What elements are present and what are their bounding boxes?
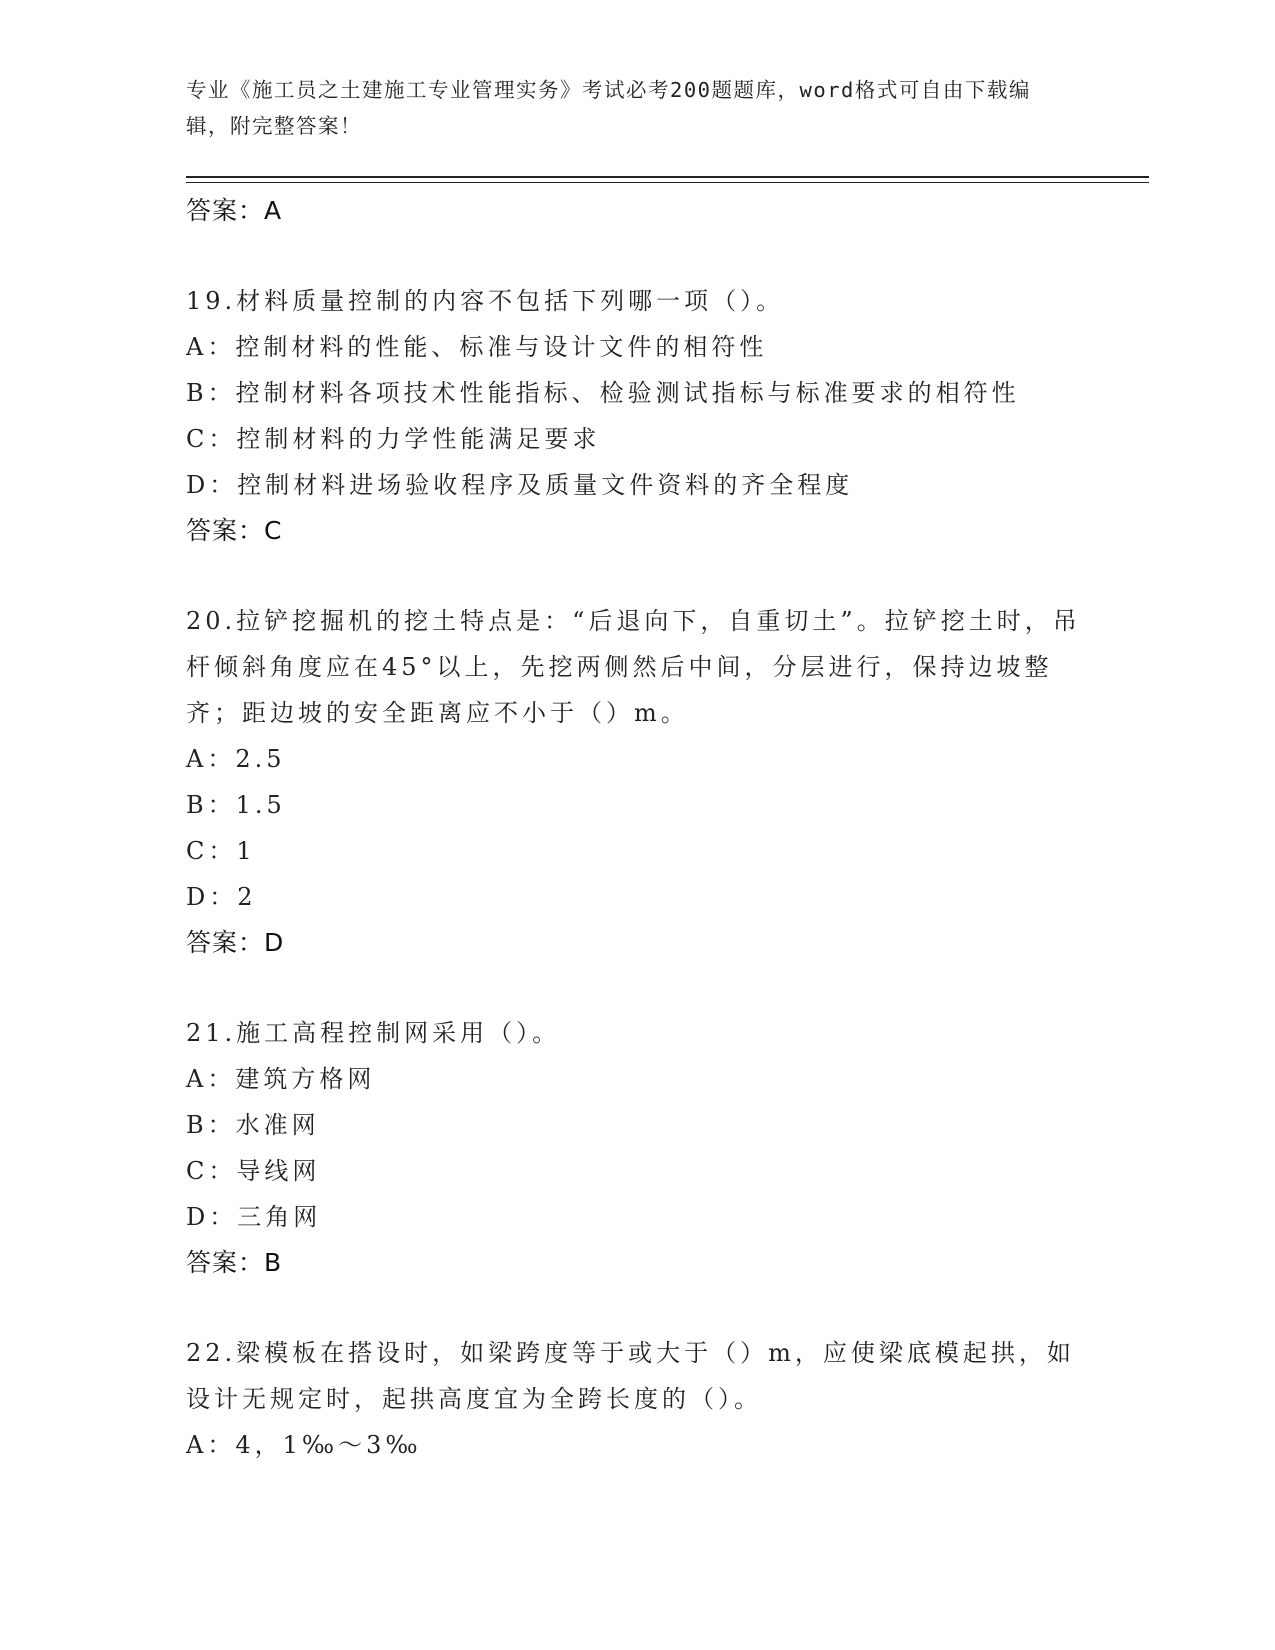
question-19-option-c: C：控制材料的力学性能满足要求 xyxy=(186,425,601,453)
question-21-option-a: A：建筑方格网 xyxy=(186,1065,376,1093)
question-20-option-a: A：2.5 xyxy=(186,745,286,773)
spacer xyxy=(186,234,1086,278)
question-21-option-d: D：三角网 xyxy=(186,1203,322,1231)
question-19-option-d: D：控制材料进场验收程序及质量文件资料的齐全程度 xyxy=(186,471,854,499)
answer-19: 答案：C xyxy=(186,516,283,545)
question-block-21 xyxy=(186,1010,1086,1286)
question-block-19 xyxy=(186,278,1086,554)
question-21-text: 21.施工高程控制网采用（）。 xyxy=(186,1019,561,1047)
document-body xyxy=(186,188,1086,1468)
spacer xyxy=(186,1286,1086,1330)
question-21-option-b: B：水准网 xyxy=(186,1111,320,1139)
question-19-text: 19.材料质量控制的内容不包括下列哪一项（）。 xyxy=(186,287,785,315)
question-19-option-a: A：控制材料的性能、标准与设计文件的相符性 xyxy=(186,333,768,361)
header-rule-thick xyxy=(186,176,1149,178)
question-20-option-d: D：2 xyxy=(186,883,257,911)
answer-21: 答案：B xyxy=(186,1248,283,1277)
answer-18: 答案：A xyxy=(186,196,283,225)
question-20-option-c: C：1 xyxy=(186,837,256,865)
answer-20: 答案：D xyxy=(186,928,285,957)
question-19-option-b: B：控制材料各项技术性能指标、检验测试指标与标准要求的相符性 xyxy=(186,379,1020,407)
question-22-text: 22.梁模板在搭设时，如梁跨度等于或大于（）m，应使梁底模起拱，如设计无规定时，起拱高度宜为全跨长度的（）。 xyxy=(186,1339,1075,1413)
question-20-text: 20.拉铲挖掘机的挖土特点是：“后退向下，自重切土”。拉铲挖土时，吊杆倾斜角度应在45°以上，先挖两侧然后中间，分层进行，保持边坡整齐；距边坡的安全距离应不小于（）m。 xyxy=(186,607,1081,727)
question-21-option-c: C：导线网 xyxy=(186,1157,321,1185)
question-block-20 xyxy=(186,598,1086,966)
spacer xyxy=(186,966,1086,1010)
question-20-option-b: B：1.5 xyxy=(186,791,286,819)
header-rule-thin xyxy=(186,182,1149,183)
question-22-option-a: A：4，1‰～3‰ xyxy=(186,1431,422,1459)
spacer xyxy=(186,554,1086,598)
question-block-22 xyxy=(186,1330,1086,1468)
page-header: 专业《施工员之土建施工专业管理实务》考试必考200题题库，word格式可自由下载编辑，附完整答案！ xyxy=(186,78,1031,138)
